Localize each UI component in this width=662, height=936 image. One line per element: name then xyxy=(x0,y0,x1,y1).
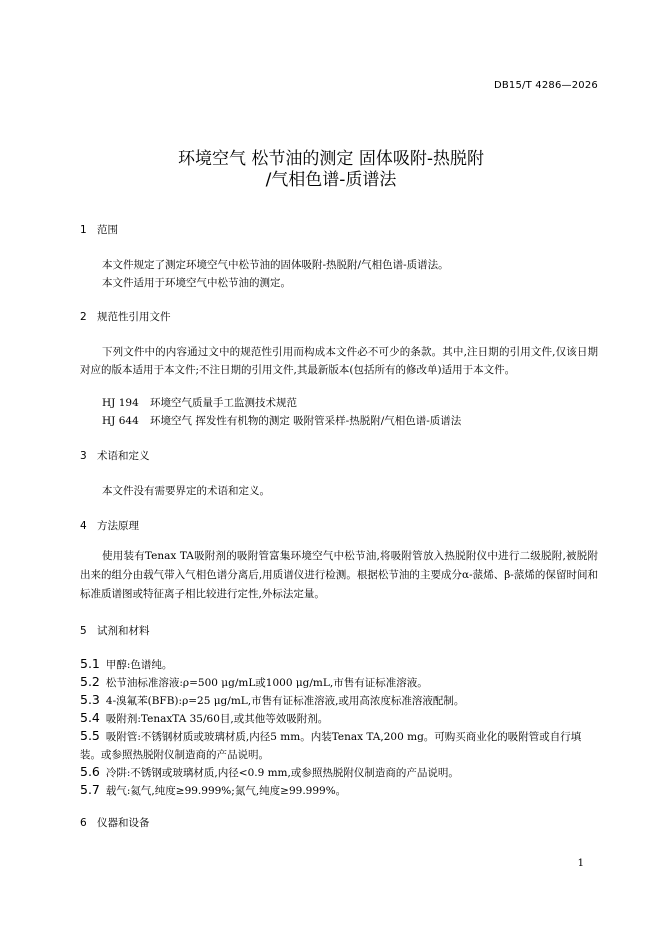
section-1-paragraph-1: 本文件规定了测定环境空气中松节油的固体吸附-热脱附/气相色谱-质谱法。 xyxy=(102,259,449,271)
item-number: 5.3 xyxy=(80,692,100,707)
section-title: 术语和定义 xyxy=(97,450,150,462)
page-number: 1 xyxy=(577,858,584,869)
item-number: 5.1 xyxy=(80,656,100,671)
reference-title: 环境空气 挥发性有机物的测定 吸附管采样-热脱附/气相色谱-质谱法 xyxy=(150,415,462,427)
section-title: 方法原理 xyxy=(97,520,139,532)
reference-code: HJ 194 xyxy=(102,397,139,409)
section-number: 1 xyxy=(80,224,87,236)
material-item xyxy=(80,655,598,674)
section-title: 试剂和材料 xyxy=(97,625,150,637)
item-text: 甲醇:色谱纯。 xyxy=(105,659,173,671)
section-1-heading xyxy=(80,222,118,237)
item-number: 5.7 xyxy=(80,782,100,797)
section-6-heading xyxy=(80,815,150,830)
item-text: 载气:氦气,纯度≥99.999%;氮气,纯度≥99.999%。 xyxy=(105,785,347,797)
material-item xyxy=(80,727,598,764)
item-text: 吸附剂:TenaxTA 35/60目,或其他等效吸附剂。 xyxy=(105,713,329,725)
normative-reference xyxy=(102,413,461,428)
material-item xyxy=(80,763,598,782)
material-item xyxy=(80,691,598,710)
section-title: 仪器和设备 xyxy=(97,817,150,829)
reference-code: HJ 644 xyxy=(102,415,139,427)
section-5-heading xyxy=(80,623,150,638)
item-text: 4-溴氟苯(BFB):ρ=25 μg/mL,市售有证标准溶液,或用高浓度标准溶液配制。 xyxy=(105,695,465,707)
section-2-paragraph-1: 下列文件中的内容通过文中的规范性引用而构成本文件必不可少的条款。其中,注日期的引用文件,仅该日期对应的版本适用于本文件;不注日期的引用文件,其最新版本(包括所有的修改单)适用于本文件。 xyxy=(80,346,598,376)
section-3-heading xyxy=(80,448,150,463)
normative-reference xyxy=(102,395,297,410)
material-item xyxy=(80,673,598,692)
item-text: 松节油标准溶液:ρ=500 μg/mL或1000 μg/mL,市售有证标准溶液。 xyxy=(105,677,428,689)
item-number: 5.6 xyxy=(80,764,100,779)
section-number: 6 xyxy=(80,817,87,829)
section-title: 范围 xyxy=(97,224,118,236)
section-4-heading xyxy=(80,518,139,533)
item-number: 5.4 xyxy=(80,710,100,725)
section-1-paragraph-2: 本文件适用于环境空气中松节油的测定。 xyxy=(102,277,291,289)
material-item xyxy=(80,781,598,800)
section-number: 3 xyxy=(80,450,87,462)
item-text: 吸附管:不锈钢材质或玻璃材质,内径5 mm。内装Tenax TA,200 mg。可购买商业化的吸附管或自行填装。或参照热脱附仪制造商的产品说明。 xyxy=(80,731,582,761)
section-3-paragraph-1: 本文件没有需要界定的术语和定义。 xyxy=(102,485,270,497)
section-2-heading xyxy=(80,309,171,324)
item-text: 冷阱:不锈钢或玻璃材质,内径<0.9 mm,或参照热脱附仪制造商的产品说明。 xyxy=(105,767,459,779)
section-number: 5 xyxy=(80,625,87,637)
section-number: 2 xyxy=(80,311,87,323)
document-title-line-1: 环境空气 松节油的测定 固体吸附-热脱附 xyxy=(178,149,484,169)
document-number: DB15/T 4286—2026 xyxy=(493,80,598,91)
material-item xyxy=(80,709,598,728)
item-number: 5.2 xyxy=(80,674,100,689)
reference-title: 环境空气质量手工监测技术规范 xyxy=(150,397,297,409)
section-title: 规范性引用文件 xyxy=(97,311,171,323)
section-4-paragraph-1: 使用装有Tenax TA吸附剂的吸附管富集环境空气中松节油,将吸附管放入热脱附仪中进行二级脱附,被脱附出来的组分由载气带入气相色谱分离后,用质谱仪进行检测。根据松节油的主要成分α-蒎烯、β-蒎烯的保留时间和标准质谱图或特征离子相比较进行定性,外标法定量。 xyxy=(80,550,598,600)
document-title-line-2: /气相色谱-质谱法 xyxy=(265,170,397,190)
item-number: 5.5 xyxy=(80,728,100,743)
section-number: 4 xyxy=(80,520,87,532)
